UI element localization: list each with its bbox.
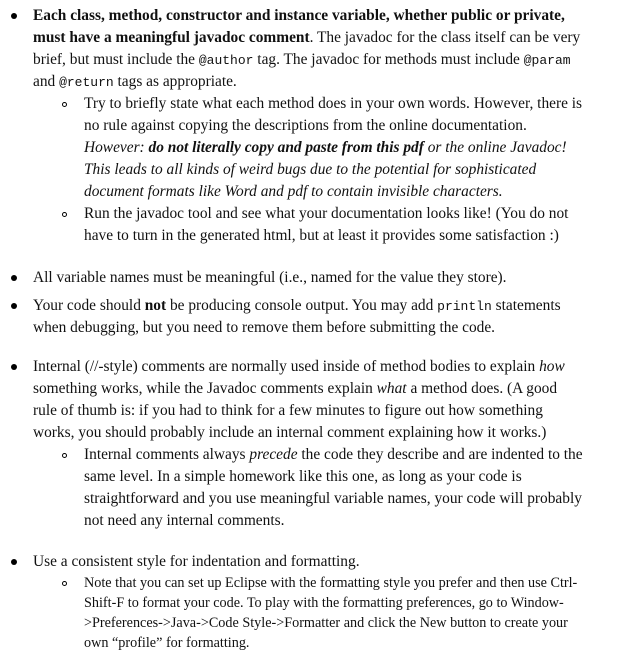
sub-1-1-line-1: Try to briefly state what each method does in your own words. However, there is	[84, 95, 583, 112]
sub-bullet-marker	[62, 453, 67, 458]
italic-text: how	[539, 358, 565, 375]
italic-text: what	[376, 380, 407, 397]
sub-bullet-marker	[62, 212, 67, 217]
sub-bullet-marker	[62, 102, 67, 107]
sub-4-1-line-2: same level. In a simple homework like this one, as long as your code is	[84, 468, 522, 485]
code-param: @param	[523, 53, 571, 68]
sub-1-1-line-5: document formats like Word and pdf to contain invisible characters.	[84, 183, 503, 200]
text: the code they describe and are indented to the	[297, 446, 583, 463]
bold-text: must have a meaningful javadoc comment	[33, 29, 310, 46]
bullet-1-line-3	[33, 49, 571, 72]
sub-1-1-line-2: no rule against copying the descriptions from the online documentation.	[84, 117, 527, 134]
sub-1-1-line-3	[84, 137, 567, 159]
sub-5-1-line-3: >Preferences->Java->Code Style->Formatter and click the New button to create your	[84, 615, 568, 631]
sub-1-2-line-1: Run the javadoc tool and see what your documentation looks like! (You do not	[84, 205, 569, 222]
bullet-4-marker	[11, 364, 17, 370]
text: . The javadoc for the class itself can be very	[309, 29, 581, 46]
bullet-3-marker	[11, 303, 17, 309]
italic-text: precede	[249, 446, 298, 463]
text: or the online Javadoc!	[423, 139, 567, 156]
bullet-5-marker	[11, 559, 17, 565]
text: Your code should	[33, 297, 145, 314]
text: Internal comments always	[84, 446, 250, 463]
bullet-5-line-1: Use a consistent style for indentation and formatting.	[33, 553, 360, 570]
text: be producing console output. You may add	[166, 297, 438, 314]
bullet-3-line-1	[33, 295, 561, 318]
bold-text: not	[144, 297, 167, 314]
bullet-1-line-1	[33, 5, 565, 27]
text: statements	[491, 297, 561, 314]
bullet-3-line-2: when debugging, but you need to remove them before submitting the code.	[33, 319, 496, 336]
sub-5-1-line-4: own “profile” for formatting.	[84, 635, 250, 651]
text: Internal (//-style) comments are normally used inside of method bodies to explain	[33, 358, 540, 375]
code-return: @return	[59, 75, 114, 90]
sub-1-1-line-4: This leads to all kinds of weird bugs due to the potential for sophisticated	[84, 161, 537, 178]
text: tags as appropriate.	[113, 73, 237, 90]
bullet-4-line-1	[33, 356, 565, 378]
bullet-1-marker	[11, 13, 17, 19]
sub-4-1-line-4: not need any internal comments.	[84, 512, 285, 529]
text: and	[33, 73, 60, 90]
bold-text: Each class, method, constructor and instance variable, whether public or private,	[33, 7, 565, 24]
bullet-1-line-2	[33, 27, 580, 49]
bullet-1-line-4	[33, 71, 237, 94]
sub-5-1-line-1: Note that you can set up Eclipse with the formatting style you prefer and then use Ctrl-	[84, 575, 578, 591]
text: a method does. (A good	[406, 380, 558, 397]
code-println: println	[437, 299, 492, 314]
text: something works, while the Javadoc comments explain	[33, 380, 377, 397]
sub-4-1-line-3: straightforward and you use meaningful variable names, your code will probably	[84, 490, 582, 507]
bullet-2-marker	[11, 275, 17, 281]
sub-1-2-line-2: have to turn in the generated html, but at least it provides some satisfaction :)	[84, 227, 559, 244]
bold-italic-text: do not literally copy and paste from this pdf	[148, 139, 424, 156]
sub-bullet-marker	[62, 581, 67, 586]
sub-5-1-line-2: Shift-F to format your code. To play with the formatting preferences, go to Window-	[84, 595, 564, 611]
text: However:	[84, 139, 149, 156]
text: brief, but must include the	[33, 51, 199, 68]
sub-4-1-line-1	[84, 444, 583, 466]
bullet-2-line-1: All variable names must be meaningful (i.e., named for the value they store).	[33, 269, 507, 286]
bullet-4-line-3: rule of thumb is: if you had to think for a few minutes to figure out how something	[33, 402, 543, 419]
bullet-4-line-4: works, you should probably include an internal comment explaining how it works.)	[33, 424, 547, 441]
text: tag. The javadoc for methods must include	[253, 51, 524, 68]
bullet-4-line-2	[33, 378, 557, 400]
code-author: @author	[198, 53, 254, 68]
